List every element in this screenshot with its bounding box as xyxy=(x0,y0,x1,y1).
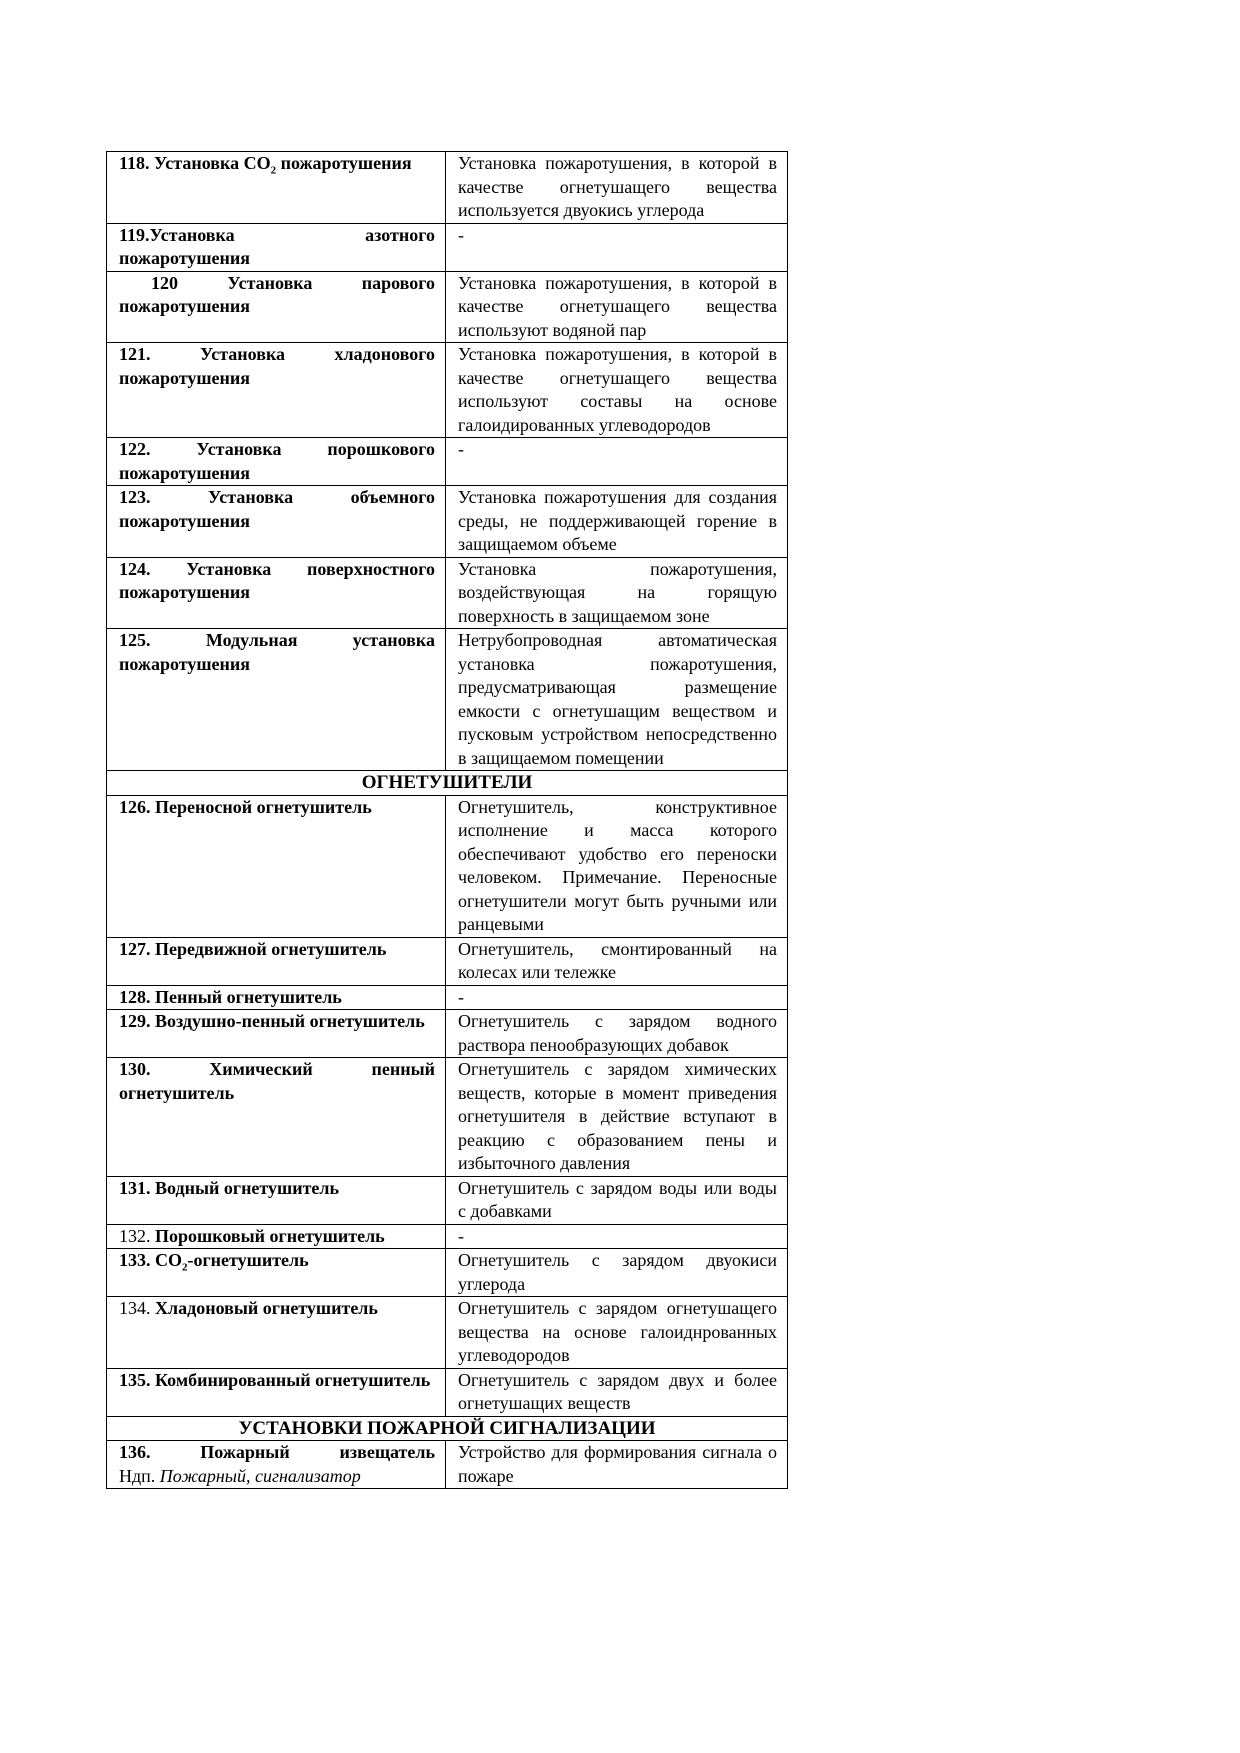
term-cell: 119.Установка азотного пожаротушения xyxy=(107,223,446,271)
table-row xyxy=(107,1249,788,1297)
term-number: 118. xyxy=(119,153,150,173)
section-row xyxy=(107,1416,788,1441)
section-heading-extinguishers: ОГНЕТУШИТЕЛИ xyxy=(107,771,788,796)
term-cell: 126. Переносной огнетушитель xyxy=(107,795,446,937)
table-row xyxy=(107,1010,788,1058)
term-text: Порошковый огнетушитель xyxy=(155,1225,385,1246)
definition-cell: Огнетушитель, конструктивное исполнение и масса которого обеспечивают удобство его переноски человеком. Примечание. Переносные огнетушители могут быть ручными или ранцевыми xyxy=(446,795,788,937)
section-heading-alarm: УСТАНОВКИ ПОЖАРНОЙ СИГНАЛИЗАЦИИ xyxy=(107,1416,788,1441)
definition-cell: Нетрубопроводная автоматическая установка пожаротушения, предусматривающая размещение емкости с огнетушащим веществом и пусковым устройством непосредственно в защищаемом помещении xyxy=(446,629,788,771)
table-row xyxy=(107,937,788,985)
table-row xyxy=(107,1176,788,1224)
table-row xyxy=(107,486,788,558)
term-cell xyxy=(107,1441,446,1489)
table-row xyxy=(107,629,788,771)
definition-cell: Установка пожаротушения, в которой в качестве огнетушащего вещества используют составы на основе галоидированных углеводородов xyxy=(446,343,788,438)
term-cell: 129. Воздушно-пенный огнетушитель xyxy=(107,1010,446,1058)
definition-cell: Огнетушитель с зарядом химических веществ, которые в момент приведения огнетушителя в действие вступают в реакцию с образованием пены и избыточного давления xyxy=(446,1058,788,1177)
definition-cell: - xyxy=(446,1224,788,1249)
term-cell: 121. Установка хладонового пожаротушения xyxy=(107,343,446,438)
term-number: 132. xyxy=(119,1225,151,1246)
definition-cell: Огнетушитель с зарядом воды или воды с добавками xyxy=(446,1176,788,1224)
table-row xyxy=(107,557,788,629)
definition-cell: Огнетушитель с зарядом двух и более огнетушащих веществ xyxy=(446,1368,788,1416)
term-cell: 123. Установка объемного пожаротушения xyxy=(107,486,446,558)
table-row xyxy=(107,1441,788,1489)
term-cell xyxy=(107,1224,446,1249)
subscript: 2 xyxy=(182,1261,188,1274)
table-row xyxy=(107,795,788,937)
term-cell: 130. Химический пенный огнетушитель xyxy=(107,1058,446,1177)
term-cell: 122. Установка порошкового пожаротушения xyxy=(107,438,446,486)
term-cell: 125. Модульная установка пожаротушения xyxy=(107,629,446,771)
table-row xyxy=(107,1224,788,1249)
definition-cell: Установка пожаротушения, в которой в качестве огнетушащего вещества используют водяной пар xyxy=(446,271,788,343)
deprecated-label: Ндп. xyxy=(119,1465,156,1486)
term-cell: 131. Водный огнетушитель xyxy=(107,1176,446,1224)
definition-cell: Установка пожаротушения для создания среды, не поддерживающей горение в защищаемом объеме xyxy=(446,486,788,558)
term-text: пожаротушения xyxy=(280,153,412,173)
term-cell: 124. Установка поверхностного пожаротушения xyxy=(107,557,446,629)
term-cell: 127. Передвижной огнетушитель xyxy=(107,937,446,985)
glossary-table xyxy=(106,151,788,1489)
term-cell xyxy=(107,1297,446,1369)
term-cell xyxy=(107,152,446,224)
definition-cell: Установка пожаротушения, воздействующая на горящую поверхность в защищаемом зоне xyxy=(446,557,788,629)
term-cell: 135. Комбинированный огнетушитель xyxy=(107,1368,446,1416)
term-cell: 120 Установка парового пожаротушения xyxy=(107,271,446,343)
table-row xyxy=(107,1297,788,1369)
deprecated-term: Пожарный, сигнализатор xyxy=(159,1465,361,1486)
definition-cell: Установка пожаротушения, в которой в качестве огнетушащего вещества используется двуокись углерода xyxy=(446,152,788,224)
term-cell: 128. Пенный огнетушитель xyxy=(107,985,446,1010)
definition-cell: Огнетушитель с зарядом огнетушащего вещества на основе галоиднрованных углеводородов xyxy=(446,1297,788,1369)
definition-cell: Огнетушитель с зарядом двуокиси углерода xyxy=(446,1249,788,1297)
table-row xyxy=(107,1058,788,1177)
definition-cell: Огнетушитель с зарядом водного раствора пенообразующих добавок xyxy=(446,1010,788,1058)
definition-cell: - xyxy=(446,438,788,486)
table-row xyxy=(107,985,788,1010)
table-row xyxy=(107,152,788,224)
table-row xyxy=(107,1368,788,1416)
subscript: 2 xyxy=(270,164,277,177)
term-text: 136. Пожарный извещатель xyxy=(119,1442,435,1462)
term-text: Установка xyxy=(154,153,240,173)
section-row xyxy=(107,771,788,796)
table-row xyxy=(107,223,788,271)
definition-cell: - xyxy=(446,985,788,1010)
term-number: 134. xyxy=(119,1298,151,1318)
definition-cell: Огнетушитель, смонтированный на колесах или тележке xyxy=(446,937,788,985)
table-row xyxy=(107,438,788,486)
table-row xyxy=(107,271,788,343)
table-row xyxy=(107,343,788,438)
term-text: 133. CO xyxy=(119,1250,182,1270)
definition-cell: Устройство для формирования сигнала о пожаре xyxy=(446,1441,788,1489)
definition-cell: - xyxy=(446,223,788,271)
term-text: CO xyxy=(243,153,271,173)
term-text: -огнетушитель xyxy=(187,1250,309,1270)
term-text: Хладоновый огнетушитель xyxy=(155,1298,378,1318)
term-cell xyxy=(107,1249,446,1297)
